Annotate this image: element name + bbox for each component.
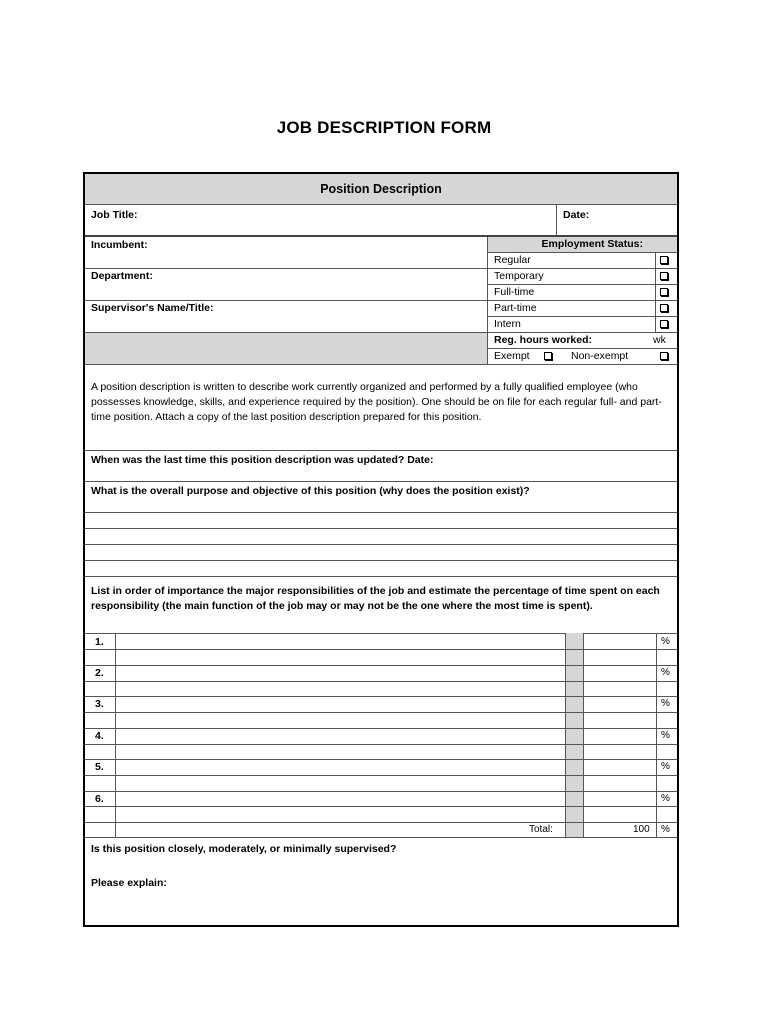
responsibility-3-percent: % bbox=[661, 698, 670, 709]
status-option-temporary: Temporary bbox=[494, 270, 544, 282]
responsibility-2-number: 2. bbox=[95, 667, 104, 679]
department-label: Department: bbox=[91, 270, 153, 282]
full-time-checkbox[interactable] bbox=[660, 288, 668, 296]
status-option-part-time: Part-time bbox=[494, 302, 537, 314]
job-title-label: Job Title: bbox=[91, 209, 138, 221]
explain-field[interactable] bbox=[91, 892, 673, 922]
reg-hours-unit: wk bbox=[653, 334, 666, 346]
date-label: Date: bbox=[563, 209, 590, 221]
non-exempt-label: Non-exempt bbox=[571, 350, 629, 362]
status-option-intern: Intern bbox=[494, 318, 521, 330]
responsibility-2-percent: % bbox=[661, 667, 670, 678]
status-option-regular: Regular bbox=[494, 254, 531, 266]
responsibility-5-number: 5. bbox=[95, 761, 104, 773]
responsibility-3-number: 3. bbox=[95, 698, 104, 710]
supervision-question: Is this position closely, moderately, or minimally supervised? bbox=[91, 843, 397, 855]
description-paragraph: A position description is written to describe work currently organized and performed by a fully qualified employee (who possesses knowledge, skills, and experience required by the position). One should be on file for each regular full- and part-time position. Attach a copy of the last position description prepared for this position. bbox=[91, 381, 662, 423]
responsibility-5-percent: % bbox=[661, 761, 670, 772]
total-value: 100 bbox=[633, 824, 650, 835]
responsibility-4-percent: % bbox=[661, 730, 670, 741]
responsibility-6-percent: % bbox=[661, 793, 670, 804]
form-title: JOB DESCRIPTION FORM bbox=[276, 118, 492, 137]
exempt-label: Exempt bbox=[494, 350, 530, 362]
reg-hours-label: Reg. hours worked: bbox=[494, 334, 593, 346]
total-label: Total: bbox=[529, 824, 553, 835]
employment-status-header: Employment Status: bbox=[487, 237, 677, 252]
responsibilities-instruction: List in order of importance the major responsibilities of the job and estimate the percentage of time spent on each responsibility (the main function of the job may or may not be the one where the most time is spent). bbox=[91, 585, 660, 612]
job-description-form bbox=[83, 172, 679, 927]
responsibility-1-number: 1. bbox=[95, 636, 104, 648]
responsibility-1-percent: % bbox=[661, 636, 670, 647]
responsibility-4-number: 4. bbox=[95, 730, 104, 742]
please-explain-label: Please explain: bbox=[91, 877, 167, 889]
purpose-question: What is the overall purpose and objective of this position (why does the position exist)? bbox=[91, 485, 530, 497]
total-percent: % bbox=[661, 824, 670, 835]
non-exempt-checkbox[interactable] bbox=[660, 352, 668, 360]
gray-spacer bbox=[85, 332, 487, 364]
exempt-checkbox[interactable] bbox=[544, 352, 552, 360]
temporary-checkbox[interactable] bbox=[660, 272, 668, 280]
incumbent-label: Incumbent: bbox=[91, 239, 148, 251]
part-time-checkbox[interactable] bbox=[660, 304, 668, 312]
supervisor-label: Supervisor's Name/Title: bbox=[91, 302, 214, 314]
regular-checkbox[interactable] bbox=[660, 256, 668, 264]
status-option-full-time: Full-time bbox=[494, 286, 535, 298]
responsibility-6-number: 6. bbox=[95, 793, 104, 805]
section-header: Position Description bbox=[85, 174, 677, 205]
intern-checkbox[interactable] bbox=[660, 320, 668, 328]
job-title-field[interactable] bbox=[147, 207, 552, 233]
date-field[interactable] bbox=[597, 207, 673, 233]
last-updated-question: When was the last time this position description was updated? Date: bbox=[91, 454, 434, 466]
